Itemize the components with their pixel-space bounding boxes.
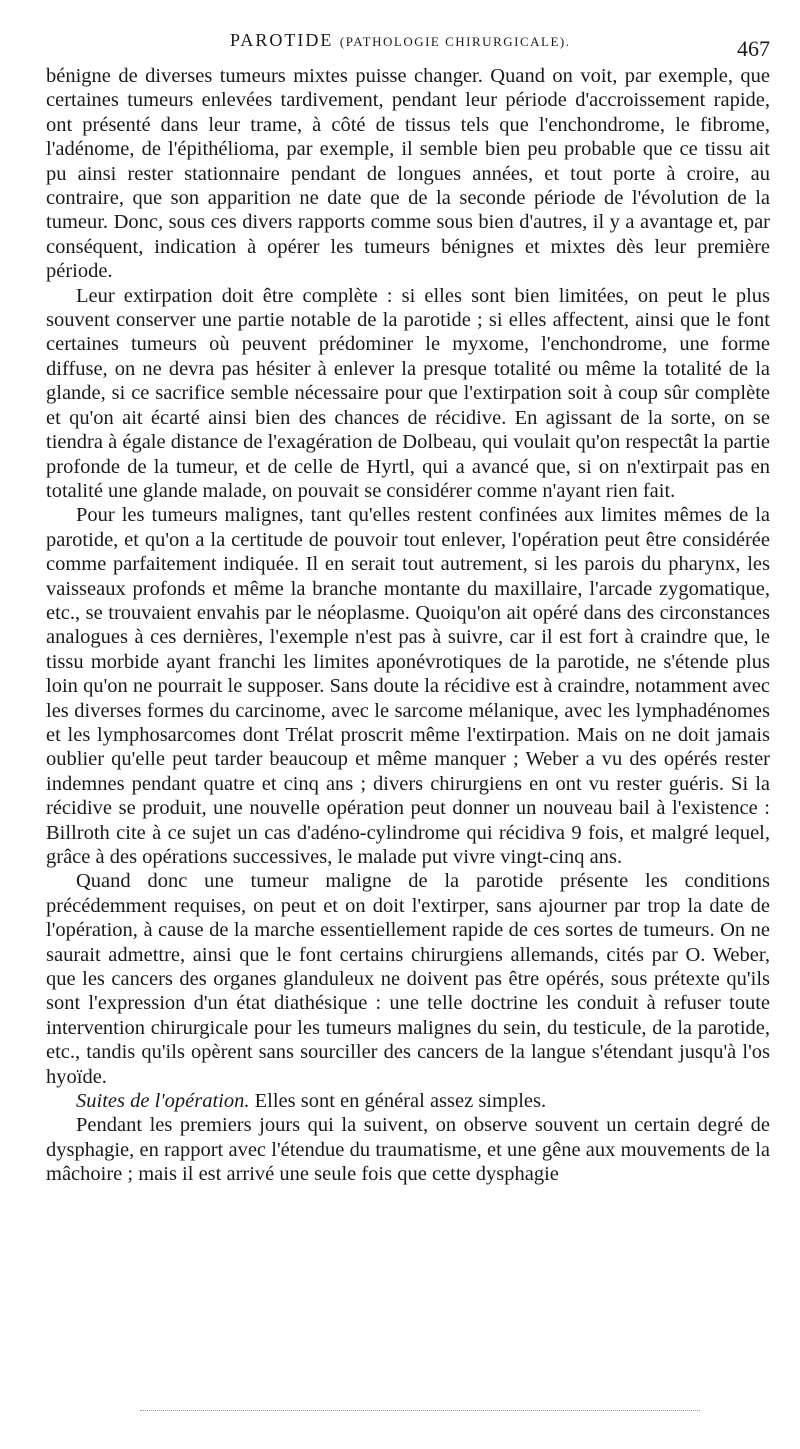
running-header	[46, 22, 770, 62]
header-title: PAROTIDE	[230, 30, 334, 50]
section-paragraph	[46, 1089, 770, 1113]
paragraph: Leur extirpation doit être complète : si elles sont bien limitées, on peut le plus souvent conserver une partie notable de la parotide ; si elles affectent, ainsi que le font certaines tumeurs où peuvent prédominer le myxome, l'enchondrome, une forme diffuse, on ne devra pas hésiter à enlever la presque totalité ou même la totalité de la glande, si ce sacrifice semble nécessaire pour que l'extirpation soit à coup sûr complète et qu'on ait écarté ainsi bien des chances de récidive. En agissant de la sorte, on se tiendra à égale distance de l'exagération de Dolbeau, qui voulait qu'on respectât la partie profonde de la tumeur, et de celle de Hyrtl, qui a avancé que, si on n'extirpait pas en totalité une glande malade, on pouvait se considérer comme n'ayant rien fait.	[46, 284, 770, 502]
paragraph: Pour les tumeurs malignes, tant qu'elles restent confinées aux limites mêmes de la parotide, et qu'on a la certitude de pouvoir tout enlever, l'opération peut être considérée comme parfaitement indiquée. Il en serait tout autrement, si les parois du pharynx, les vaisseaux profonds et même la branche montante du maxillaire, l'arcade zygomatique, etc., se trouvaient envahis par le néoplasme. Quoiqu'on ait opéré dans des circonstances analogues à ces dernières, l'exemple n'est pas à suivre, car il est fort à craindre que, le tissu morbide ayant franchi les limites aponévrotiques de la parotide, ne s'étende plus loin qu'on ne pourrait le supposer. Sans doute la récidive est à craindre, notamment avec les diverses formes du carcinome, avec le sarcome mélanique, avec les lymphadénomes et les lymphosarcomes dont Trélat proscrit même l'extirpation. Mais on ne doit jamais oublier qu'elle peut tarder beaucoup et même manquer ; Weber a vu des opérés rester indemnes pendant quatre et cinq ans ; divers chirurgiens en ont vu rester guéris. Si la récidive se produit, une nouvelle opération peut donner un nouveau bail à l'existence : Billroth cite à ce sujet un cas d'adéno-cylindrome qui récidiva 9 fois, et malgré lequel, grâce à des opérations successives, le malade put vivre vingt-cinq ans.	[46, 504, 770, 868]
book-page	[46, 22, 770, 1187]
section-text: Elles sont en général assez simples.	[254, 1090, 547, 1113]
paragraph: bénigne de diverses tumeurs mixtes puisse changer. Quand on voit, par exemple, que certaines tumeurs enlevées tardivement, pendant leur période d'accroissement rapide, ont présenté dans leur trame, à côté de tissus tels que l'enchondrome, le fibrome, l'adénome, de l'épithélioma, par exemple, il semble bien peu probable que ce tissu ait pu ainsi rester stationnaire pendant de longues années, et tout porte à croire, au contraire, que son apparition ne date que de la seconde période de l'évolution de la tumeur. Donc, sous ces divers rapports comme sous bien d'autres, il y a avantage et, par conséquent, indication à opérer les tumeurs bénignes et mixtes dès leur première période.	[46, 65, 770, 283]
header-subtitle: (PATHOLOGIE CHIRURGICALE).	[339, 34, 571, 49]
paragraph: Pendant les premiers jours qui la suivent, on observe souvent un certain degré de dysphagie, en rapport avec l'étendue du traumatisme, et une gêne aux mouvements de la mâchoire ; mais il est arrivé une seule fois que cette dysphagie	[46, 1114, 770, 1186]
running-title	[230, 30, 570, 51]
paragraph: Quand donc une tumeur maligne de la parotide présente les conditions précédemment requises, on peut et on doit l'extirper, sans ajourner par trop la date de l'opération, à cause de la marche essentiellement rapide de ces sortes de tumeurs. On ne saurait admettre, ainsi que le font certains chirurgiens allemands, cités par O. Weber, que les cancers des organes glanduleux ne doivent pas être opérés, sous prétexte qu'ils sont l'expression d'un état diathésique : une telle doctrine les conduit à refuser toute intervention chirurgicale pour les tumeurs malignes du sein, du testicule, de la parotide, etc., tandis qu'ils opèrent sans sourciller des cancers de la langue s'étendant jusqu'à l'os hyoïde.	[46, 870, 770, 1088]
section-title: Suites de l'opération.	[76, 1090, 250, 1113]
body-text	[46, 64, 770, 1187]
footer-rule	[140, 1410, 700, 1411]
page-number: 467	[737, 36, 770, 61]
